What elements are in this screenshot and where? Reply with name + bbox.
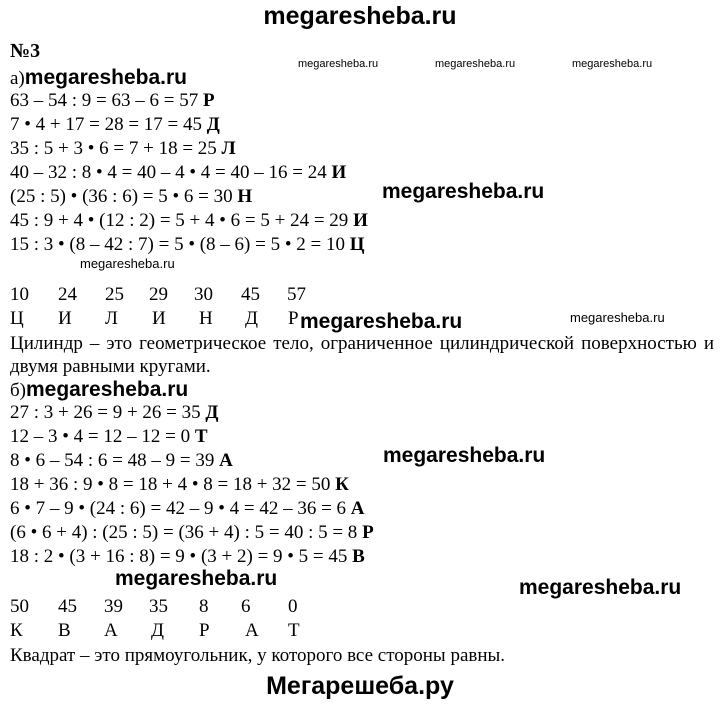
key-letter: К — [10, 620, 23, 641]
answer-letter: Д — [206, 114, 220, 135]
answer-letter: А — [350, 498, 365, 519]
part-a-line — [10, 114, 220, 136]
part-b-line — [10, 498, 365, 520]
expression: 18 + 36 : 9 • 8 = 18 + 4 • 8 = 18 + 32 = 50 — [10, 474, 331, 495]
answer-letter: И — [353, 210, 368, 231]
site-header: megaresheba.ru — [263, 2, 457, 30]
key-number: 57 — [287, 284, 306, 305]
watermark: megaresheba.ru — [115, 567, 278, 590]
part-b-letter: б) — [10, 380, 26, 401]
key-letter: Т — [288, 620, 300, 641]
key-number: 45 — [58, 596, 77, 617]
watermark: megaresheba.ru — [300, 310, 463, 333]
key-number: 45 — [241, 284, 260, 305]
expression: 12 – 3 • 4 = 12 – 12 = 0 — [10, 426, 191, 447]
part-a-line — [10, 186, 252, 208]
part-b-line — [10, 426, 208, 448]
key-letter: И — [58, 308, 72, 329]
key-number: 10 — [10, 284, 29, 305]
expression: (6 • 6 + 4) : (25 : 5) = (36 + 4) : 5 = 40 : 5 = 8 — [10, 522, 358, 543]
answer-letter: Н — [237, 186, 253, 207]
key-number: 6 — [241, 596, 251, 617]
key-number: 24 — [58, 284, 77, 305]
expression: 7 • 4 + 17 = 28 = 17 = 45 — [10, 114, 203, 135]
watermark: megaresheba.ru — [80, 256, 175, 271]
part-b-letter-row — [0, 620, 720, 642]
site-footer: Мегарешеба.ру — [266, 672, 454, 700]
key-number: 30 — [194, 284, 213, 305]
expression: 27 : 3 + 26 = 9 + 26 = 35 — [10, 402, 201, 423]
part-b-number-row — [0, 596, 720, 618]
watermark: megaresheba.ru — [298, 58, 379, 70]
key-letter: Д — [245, 308, 258, 329]
expression: 8 • 6 – 54 : 6 = 48 – 9 = 39 — [10, 450, 215, 471]
watermark: megaresheba.ru — [572, 58, 653, 70]
part-a-line — [10, 234, 365, 256]
answer-letter: Р — [362, 522, 374, 543]
key-number: 39 — [104, 596, 123, 617]
part-b-line — [10, 402, 218, 424]
key-letter: Л — [105, 308, 118, 329]
key-letter: А — [104, 620, 118, 641]
part-b-line — [10, 450, 233, 472]
key-number: 35 — [149, 596, 168, 617]
watermark: megaresheba.ru — [570, 310, 665, 325]
expression: 18 : 2 • (3 + 16 : 8) = 9 • (3 + 2) = 9 • 5 = 45 — [10, 546, 348, 567]
part-a-number-row — [0, 284, 720, 306]
part-a-line — [10, 90, 215, 112]
watermark: megaresheba.ru — [519, 576, 682, 599]
part-b-line — [10, 546, 365, 568]
key-letter: Р — [288, 308, 299, 329]
part-b-definition: Квадрат – это прямоугольник, у которого все стороны равны. — [10, 645, 506, 666]
answer-letter: В — [352, 546, 365, 567]
part-b-line — [10, 522, 374, 544]
key-letter: А — [245, 620, 259, 641]
expression: 63 – 54 : 9 = 63 – 6 = 57 — [10, 90, 199, 111]
expression: 6 • 7 – 9 • (24 : 6) = 42 – 9 • 4 = 42 – 36 = 6 — [10, 498, 347, 519]
answer-letter: Ц — [349, 234, 365, 255]
watermark: megaresheba.ru — [24, 66, 188, 89]
key-number: 0 — [288, 596, 298, 617]
part-a-label — [10, 66, 187, 90]
key-letter: Р — [199, 620, 210, 641]
part-a-definition: Цилиндр – это геометрическое тело, ограниченное цилиндрической поверхностью и двумя равными кругами. — [10, 333, 714, 377]
watermark: megaresheba.ru — [382, 180, 545, 203]
part-b-line — [10, 474, 349, 496]
expression: 15 : 3 • (8 – 42 : 7) = 5 • (8 – 6) = 5 • 2 = 10 — [10, 234, 345, 255]
part-a-line — [10, 138, 236, 160]
key-number: 50 — [10, 596, 29, 617]
expression: 45 : 9 + 4 • (12 : 2) = 5 + 4 • 6 = 5 + 24 = 29 — [10, 210, 349, 231]
key-letter: И — [152, 308, 166, 329]
part-b-label — [10, 378, 188, 402]
expression: (25 : 5) • (36 : 6) = 5 • 6 = 30 — [10, 186, 233, 207]
answer-letter: А — [219, 450, 233, 471]
answer-letter: Т — [194, 426, 208, 447]
key-letter: В — [58, 620, 71, 641]
answer-letter: Л — [221, 138, 236, 159]
problem-number: №3 — [10, 40, 41, 62]
key-number: 8 — [199, 596, 209, 617]
key-letter: Н — [199, 308, 213, 329]
expression: 35 : 5 + 3 • 6 = 7 + 18 = 25 — [10, 138, 217, 159]
expression: 40 – 32 : 8 • 4 = 40 – 4 • 4 = 40 – 16 = 24 — [10, 162, 327, 183]
answer-letter: И — [331, 162, 347, 183]
key-number: 25 — [105, 284, 124, 305]
answer-letter: Р — [202, 90, 215, 111]
watermark: megaresheba.ru — [435, 58, 516, 70]
key-letter: Ц — [10, 308, 24, 329]
key-number: 29 — [149, 284, 168, 305]
watermark: megaresheba.ru — [26, 378, 189, 401]
part-a-line — [10, 162, 346, 184]
key-letter: Д — [151, 620, 164, 641]
answer-letter: К — [335, 474, 349, 495]
watermark: megaresheba.ru — [383, 444, 546, 467]
part-a-letter: а) — [10, 68, 25, 89]
part-a-line — [10, 210, 368, 232]
answer-letter: Д — [205, 402, 219, 423]
